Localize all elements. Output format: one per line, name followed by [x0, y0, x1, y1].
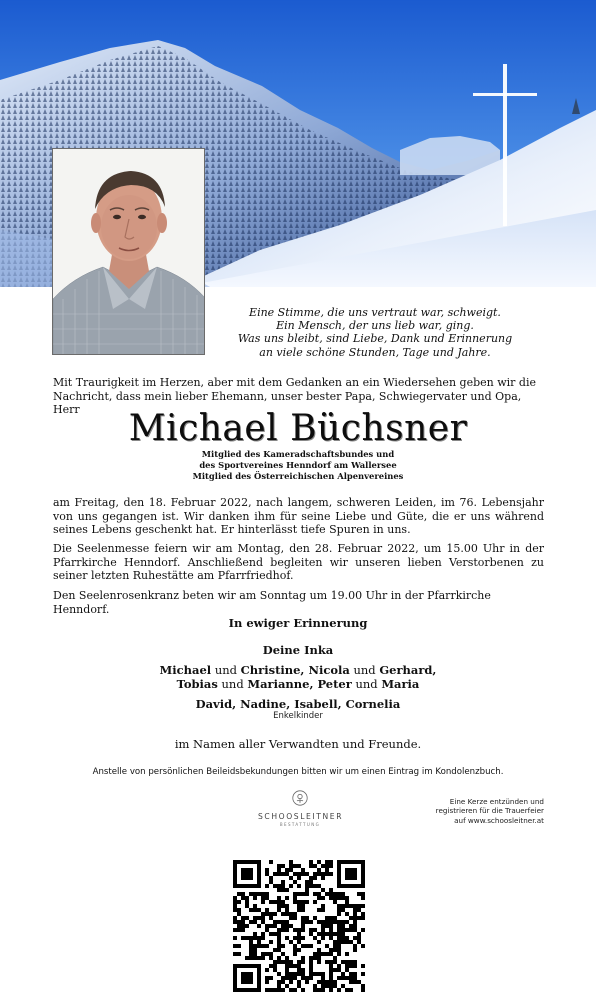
membership-line: des Sportvereines Henndorf am Wallersee: [199, 459, 397, 470]
conjunction: und: [221, 677, 244, 691]
candle-line: Eine Kerze entzünden und: [449, 797, 544, 806]
rosary-paragraph: Den Seelenrosenkranz beten wir am Sonntag um 19.00 Uhr in der Pfarrkirche Henndorf.: [53, 589, 491, 616]
conjunction: und: [214, 663, 237, 677]
candle-line: auf www.schoosleitner.at: [454, 815, 544, 825]
family-name: Michael: [159, 663, 212, 677]
deceased-name: Michael Büchsner: [128, 408, 468, 449]
qr-finder-pattern: [337, 860, 365, 888]
funeral-home-logo: [258, 790, 342, 827]
closing-line: In ewiger Erinnerung: [228, 616, 368, 630]
logo-name: SCHOOSLEITNER: [258, 812, 344, 821]
family-line: [0, 677, 596, 691]
family-name: Maria: [381, 677, 420, 691]
candle-line: registrieren für die Trauerfeier: [435, 806, 544, 816]
poem-line: Was uns bleibt, sind Liebe, Dank und Erinnerung: [237, 332, 513, 346]
membership-line: Mitglied des Österreichischen Alpenvereines: [192, 470, 404, 481]
family-line: [0, 663, 596, 677]
poem-line: Ein Mensch, der uns lieb war, ging.: [276, 319, 474, 333]
mass-paragraph: Die Seelenmesse feiern wir am Montag, den 28. Februar 2022, um 15.00 Uhr in der Pfarrkirche Henndorf. Anschließend begleiten wir unseren lieben Verstorbenen zu seiner letzten Ruhestätte am Pfarrfriedhof.: [53, 542, 544, 583]
memberships-block: [0, 449, 596, 481]
poem-line: Eine Stimme, die uns vertraut war, schweigt.: [249, 306, 501, 319]
intro-text: Mit Traurigkeit im Herzen, aber mit dem Gedanken an ein Wiedersehen geben wir die Nachricht, dass mein lieber Ehemann, unser bester Papa, Schwiegervater und Opa, Herr: [53, 376, 536, 417]
portrait-photo: [52, 148, 205, 355]
candle-info: [400, 797, 544, 825]
condolence-notice: Anstelle von persönlichen Beileidsbekundungen bitten wir um einen Eintrag im Kondolenzbuch.: [92, 767, 504, 777]
flower-emblem-icon: [292, 790, 308, 806]
membership-line: Mitglied des Kameradschaftsbundes und: [201, 449, 395, 459]
death-paragraph: am Freitag, den 18. Februar 2022, nach langem, schweren Leiden, im 76. Lebensjahr von uns gegangen ist. Wir danken ihm für seine Liebe und Güte, die er uns während seines Lebens geschenkt hat. Er hinterlässt tiefe Spuren in uns.: [53, 496, 544, 537]
family-name: Tobias: [176, 677, 218, 691]
qr-finder-pattern: [233, 860, 261, 888]
qr-code-image[interactable]: [233, 860, 365, 992]
family-name: Gerhard,: [379, 663, 437, 677]
relatives-line: im Namen aller Verwandten und Freunde.: [174, 737, 422, 751]
family-name: Marianne, Peter: [247, 677, 352, 691]
family-name: Christine, Nicola: [240, 663, 350, 677]
grandchildren-label: Enkelkinder: [273, 711, 323, 721]
qr-finder-pattern: [233, 964, 261, 992]
logo-subtitle: BESTATTUNG: [279, 822, 321, 827]
grandchildren-names: David, Nadine, Isabell, Cornelia: [195, 697, 401, 711]
family-names: [0, 663, 596, 691]
conjunction: und: [355, 677, 378, 691]
conjunction: und: [353, 663, 376, 677]
qr-code-icon[interactable]: [233, 860, 365, 992]
poem-block: [230, 306, 520, 359]
wife-name: Deine Inka: [262, 643, 334, 657]
poem-line: an viele schöne Stunden, Tage und Jahre.: [259, 345, 491, 359]
portrait-image: [53, 149, 205, 355]
